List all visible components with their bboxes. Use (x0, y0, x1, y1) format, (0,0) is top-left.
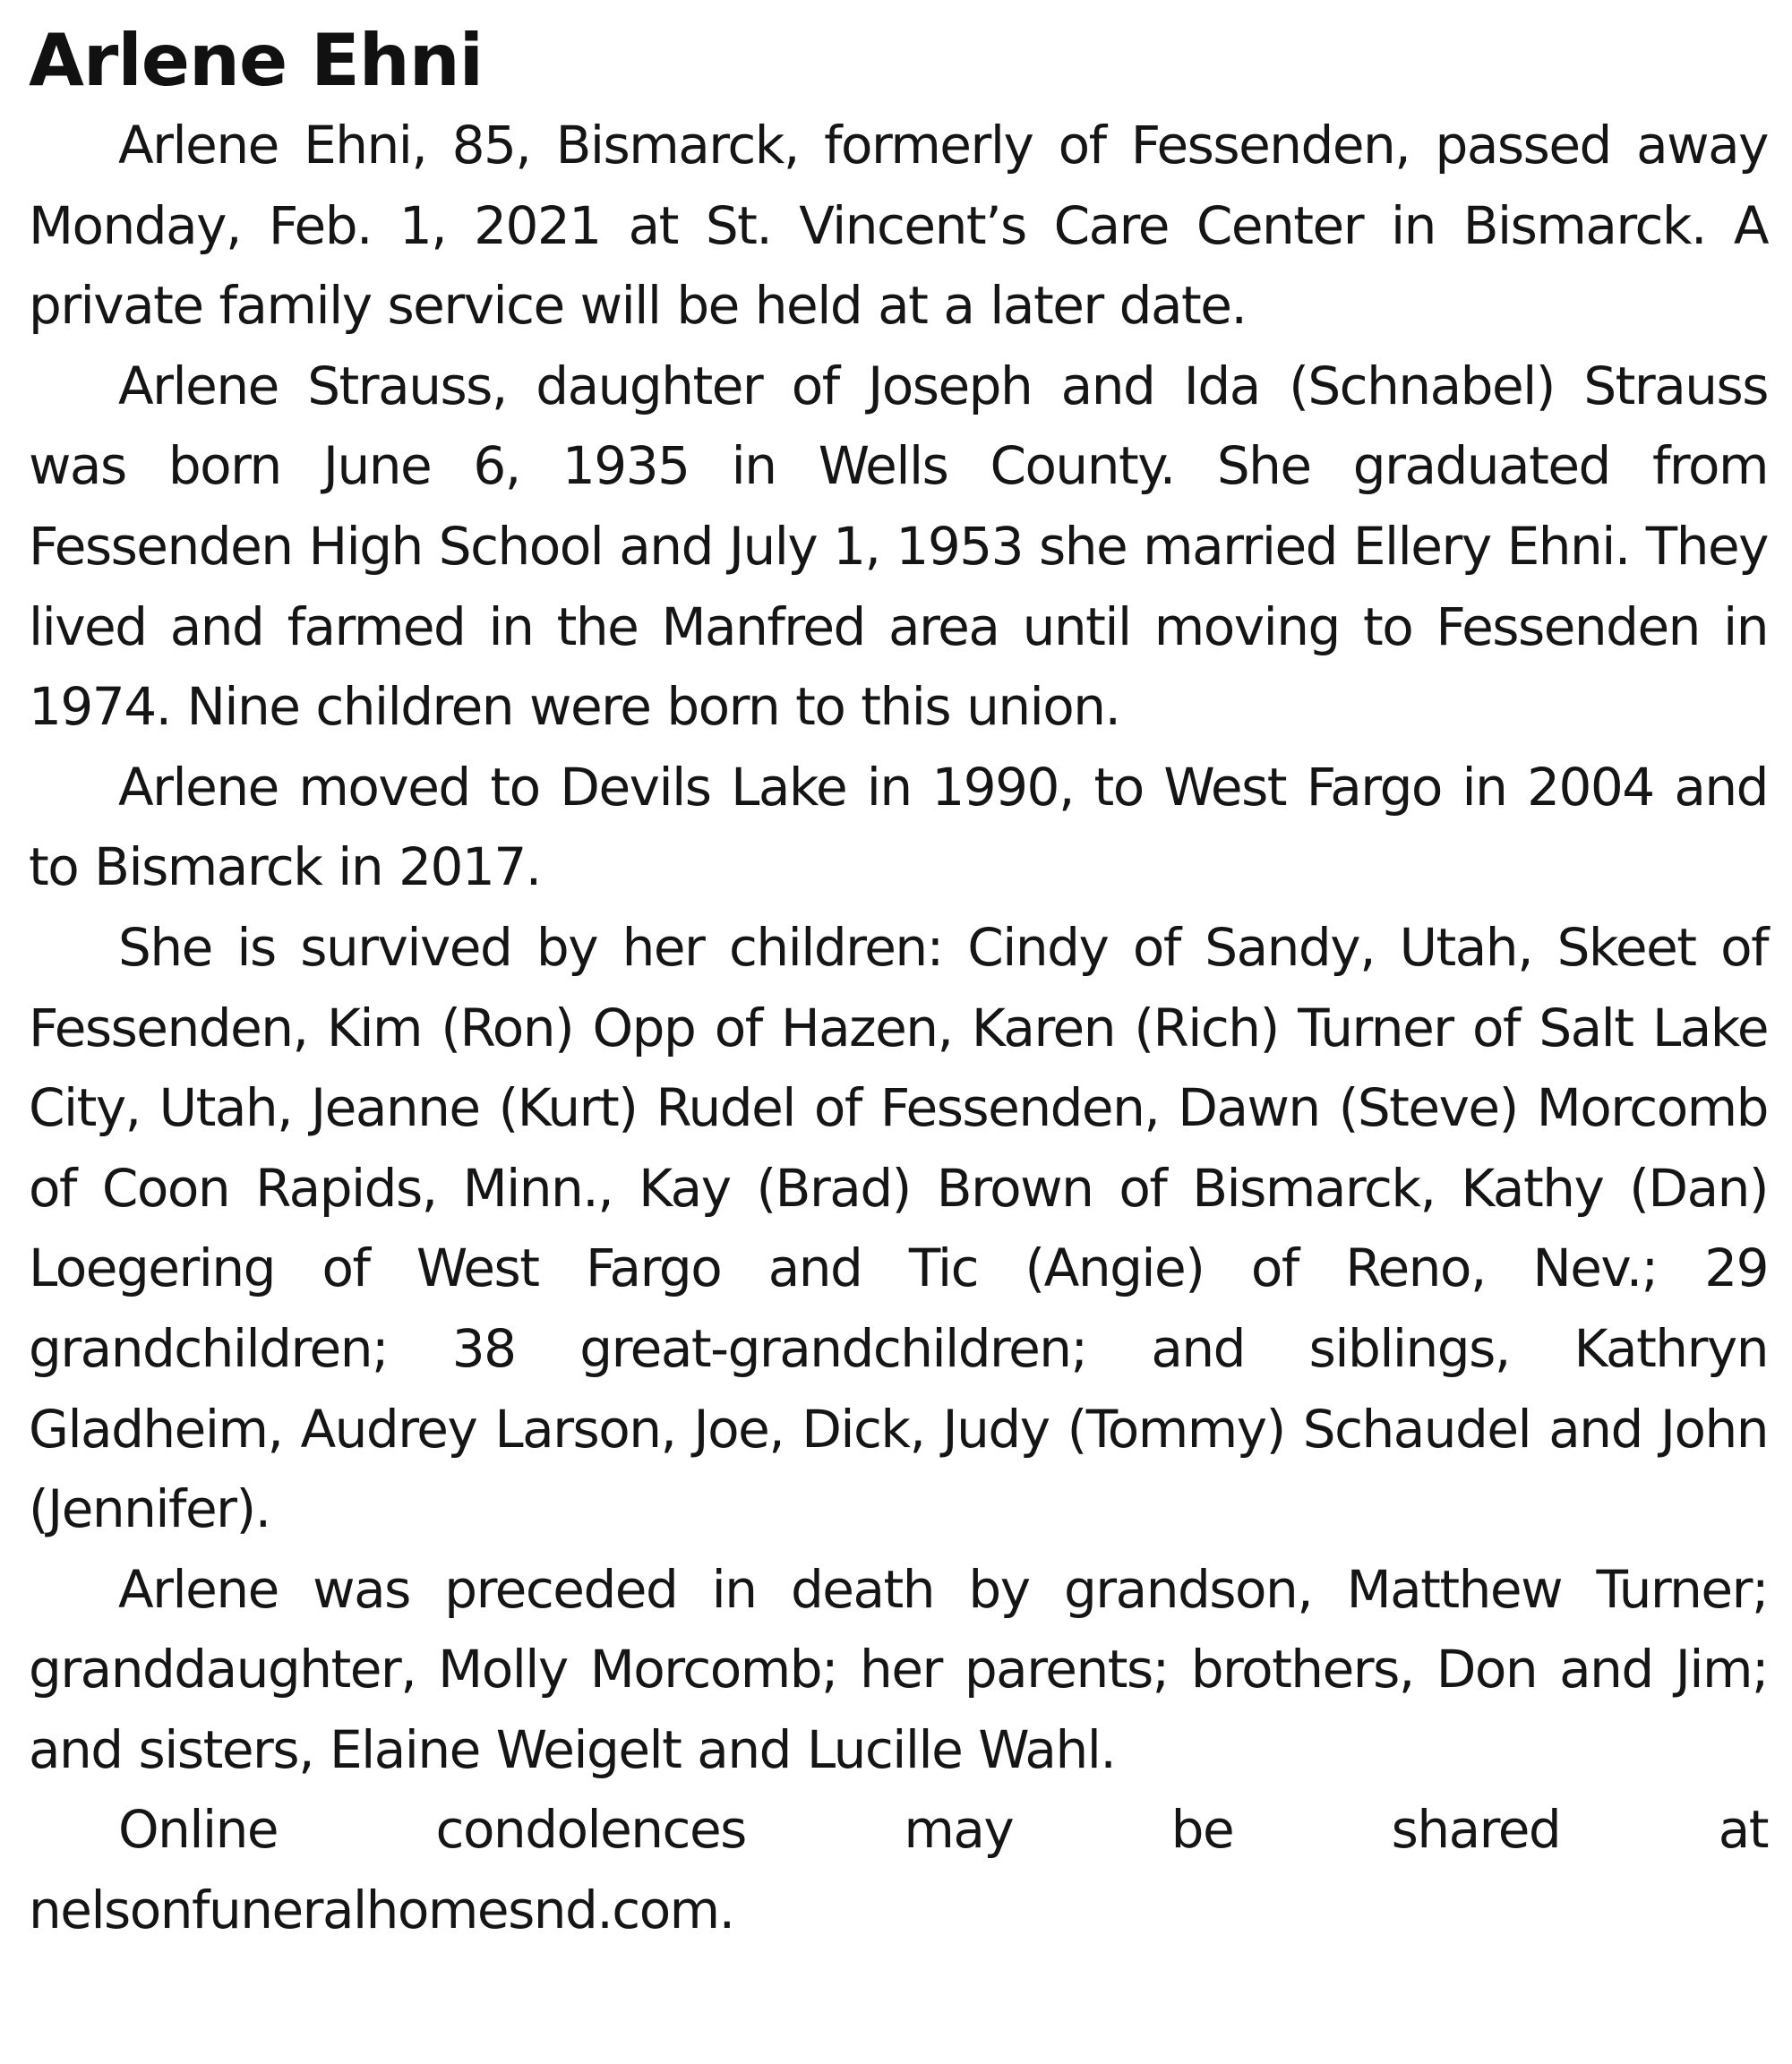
paragraph-death-notice: Arlene Ehni, 85, Bismarck, formerly of Fessenden, passed away Monday, Feb. 1, 2021 at St. Vincent’s Care Center in Bismarck. A private family service will be held at a later date. (29, 115, 1768, 337)
obituary-body (29, 102, 1768, 1951)
paragraph-residences: Arlene moved to Devils Lake in 1990, to West Fargo in 2004 and to Bismarck in 2017. (29, 756, 1768, 898)
obituary-title: Arlene Ehni (29, 19, 484, 102)
obituary-column (29, 0, 1768, 2064)
paragraph-preceded-in-death: Arlene was preceded in death by grandson, Matthew Turner; granddaughter, Molly Morcomb; her parents; brothers, Don and Jim; and sisters, Elaine Weigelt and Lucille Wahl. (29, 1558, 1768, 1780)
paragraph-condolences: Online condolences may be shared at nelsonfuneralhomesnd.com. (29, 1799, 1768, 1941)
paragraph-early-life: Arlene Strauss, daughter of Joseph and Ida (Schnabel) Strauss was born June 6, 1935 in Wells County. She graduated from Fessenden High School and July 1, 1953 she married Ellery Ehni. They lived and farmed in the Manfred area until moving to Fessenden in 1974. Nine children were born to this union. (29, 355, 1768, 738)
paragraph-survivors: She is survived by her children: Cindy of Sandy, Utah, Skeet of Fessenden, Kim (Ron) Opp of Hazen, Karen (Rich) Turner of Salt Lake City, Utah, Jeanne (Kurt) Rudel of Fessenden, Dawn (Steve) Morcomb of Coon Rapids, Minn., Kay (Brad) Brown of Bismarck, Kathy (Dan) Loegering of West Fargo and Tic (Angie) of Reno, Nev.; 29 grandchildren; 38 great-grandchildren; and siblings, Kathryn Gladheim, Audrey Larson, Joe, Dick, Judy (Tommy) Schaudel and John (Jennifer). (29, 916, 1768, 1540)
